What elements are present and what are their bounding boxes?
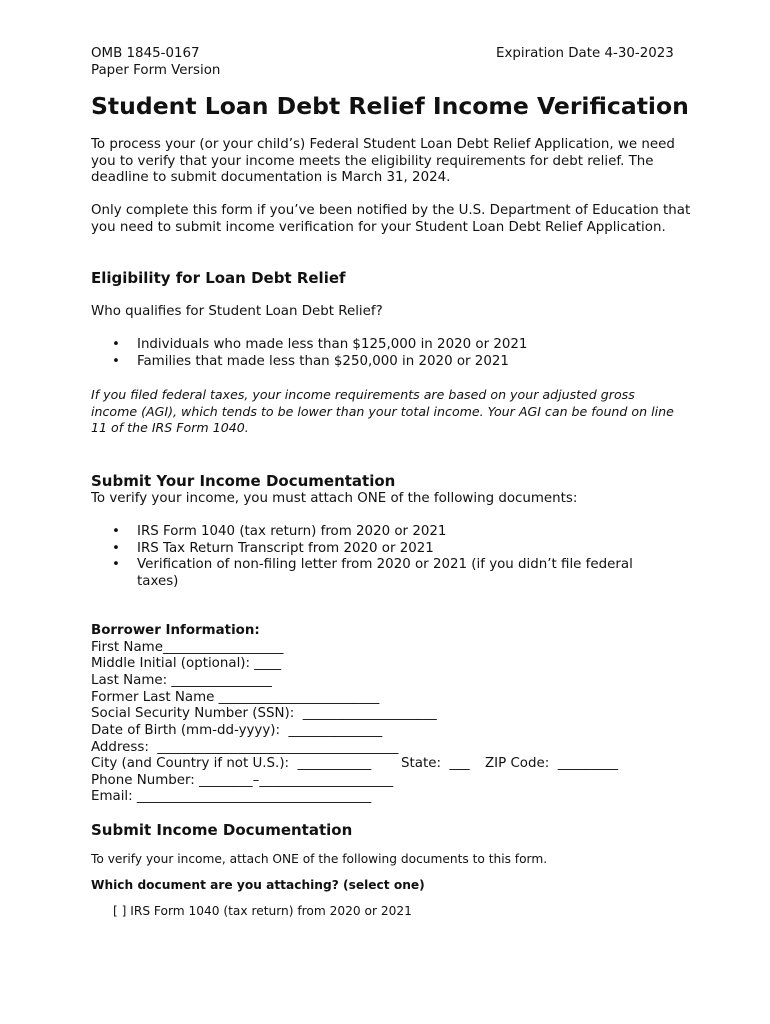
bullet-icon: • — [112, 524, 120, 539]
expiration-date: Expiration Date 4-30-2023 — [496, 46, 674, 61]
bullet-icon: • — [112, 557, 120, 573]
notice-paragraph: Only complete this form if you’ve been notified by the U.S. Department of Education that you need to submit income verification for your Student Loan Debt Relief Application. — [91, 203, 691, 235]
email-field[interactable]: Email: ___________________________________ — [91, 789, 372, 804]
list-item: • Families that made less than $250,000 in 2020 or 2021 — [112, 353, 509, 369]
dob-field[interactable]: Date of Birth (mm-dd-yyyy): ______________ — [91, 723, 383, 738]
list-item: • IRS Form 1040 (tax return) from 2020 or 2021 — [112, 524, 447, 539]
city-field[interactable]: City (and Country if not U.S.): ___________ — [91, 756, 372, 771]
phone-field[interactable]: Phone Number: ________–____________________ — [91, 773, 394, 788]
document-list — [91, 524, 671, 591]
address-field[interactable]: Address: ____________________________________ — [91, 740, 399, 755]
state-field[interactable]: State: ___ — [401, 756, 470, 771]
submit-income-intro: To verify your income, attach ONE of the following documents to this form. — [91, 852, 548, 866]
bullet-icon: • — [112, 540, 120, 556]
form-version: Paper Form Version — [91, 63, 221, 78]
page-title: Student Loan Debt Relief Income Verification — [91, 92, 689, 120]
list-item: • IRS Tax Return Transcript from 2020 or 2021 — [112, 540, 434, 556]
agi-note: If you filed federal taxes, your income requirements are based on your adjusted gross income (AGI), which tends to be lower than your total income. Your AGI can be found on line 11 of the IRS Form 1040. — [91, 387, 674, 436]
eligibility-list — [91, 337, 691, 370]
submit-income-heading: Submit Income Documentation — [91, 821, 353, 839]
select-document-question: Which document are you attaching? (select one) — [91, 878, 425, 892]
middle-initial-field[interactable]: Middle Initial (optional): ____ — [91, 656, 282, 671]
last-name-field[interactable]: Last Name: _______________ — [91, 673, 272, 688]
omb-number: OMB 1845-0167 — [91, 46, 200, 61]
eligibility-heading: Eligibility for Loan Debt Relief — [91, 269, 346, 287]
intro-paragraph: To process your (or your child’s) Federal Student Loan Debt Relief Application, we need you to verify that your income meets the eligibility requirements for debt relief. The deadline to submit documentation is March 31, 2024. — [91, 137, 675, 186]
option-irs-form-1040-checkbox[interactable]: [ ] IRS Form 1040 (tax return) from 2020 or 2021 — [113, 904, 412, 918]
ssn-field[interactable]: Social Security Number (SSN): ____________________ — [91, 706, 437, 721]
list-item: • Individuals who made less than $125,000 in 2020 or 2021 — [112, 337, 528, 352]
submit-docs-intro: To verify your income, you must attach ONE of the following documents: — [91, 491, 578, 506]
zip-code-field[interactable]: ZIP Code: _________ — [485, 756, 619, 771]
eligibility-question: Who qualifies for Student Loan Debt Relief? — [91, 304, 383, 319]
first-name-field[interactable]: First Name__________________ — [91, 640, 284, 655]
bullet-icon: • — [112, 337, 120, 352]
bullet-icon: • — [112, 353, 120, 369]
submit-docs-heading: Submit Your Income Documentation — [91, 472, 396, 490]
borrower-heading: Borrower Information: — [91, 623, 260, 638]
list-item: • Verification of non-filing letter from 2020 or 2021 (if you didn’t file federal taxes) — [112, 557, 633, 590]
former-last-name-field[interactable]: Former Last Name ________________________ — [91, 690, 380, 705]
